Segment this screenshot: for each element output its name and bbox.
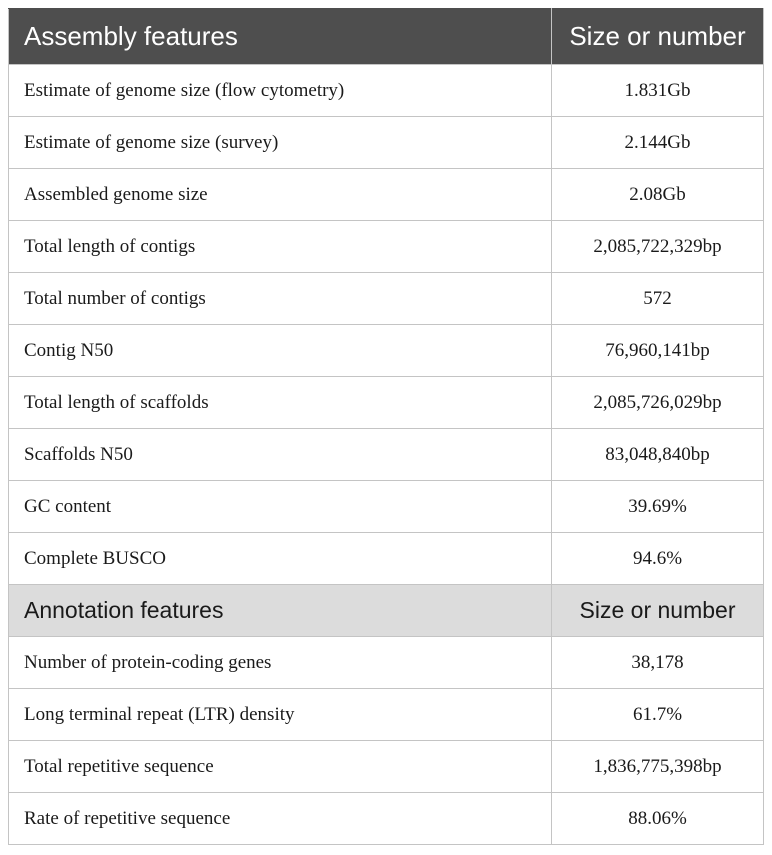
feature-cell: Assembled genome size	[9, 169, 552, 221]
table-row	[9, 325, 764, 377]
feature-cell: Total length of scaffolds	[9, 377, 552, 429]
value-cell: 39.69%	[552, 481, 764, 533]
value-cell: 83,048,840bp	[552, 429, 764, 481]
table-row	[9, 117, 764, 169]
value-cell: 88.06%	[552, 793, 764, 845]
table-row	[9, 481, 764, 533]
assembly-value-heading: Size or number	[552, 9, 764, 65]
table-row	[9, 221, 764, 273]
value-cell: 2.08Gb	[552, 169, 764, 221]
assembly-header-row	[9, 9, 764, 65]
feature-cell: Estimate of genome size (flow cytometry)	[9, 65, 552, 117]
value-cell: 1.831Gb	[552, 65, 764, 117]
table-row	[9, 377, 764, 429]
table-row	[9, 533, 764, 585]
feature-cell: GC content	[9, 481, 552, 533]
feature-cell: Complete BUSCO	[9, 533, 552, 585]
feature-cell: Total length of contigs	[9, 221, 552, 273]
value-cell: 94.6%	[552, 533, 764, 585]
table-row	[9, 741, 764, 793]
table-row	[9, 637, 764, 689]
annotation-value-heading: Size or number	[552, 585, 764, 637]
annotation-header-row	[9, 585, 764, 637]
table-row	[9, 169, 764, 221]
value-cell: 2,085,722,329bp	[552, 221, 764, 273]
feature-cell: Total repetitive sequence	[9, 741, 552, 793]
value-cell: 1,836,775,398bp	[552, 741, 764, 793]
feature-cell: Long terminal repeat (LTR) density	[9, 689, 552, 741]
table-row	[9, 689, 764, 741]
value-cell: 61.7%	[552, 689, 764, 741]
feature-cell: Total number of contigs	[9, 273, 552, 325]
assembly-features-heading: Assembly features	[9, 9, 552, 65]
feature-cell: Contig N50	[9, 325, 552, 377]
feature-cell: Scaffolds N50	[9, 429, 552, 481]
annotation-features-heading: Annotation features	[9, 585, 552, 637]
feature-cell: Estimate of genome size (survey)	[9, 117, 552, 169]
feature-cell: Number of protein-coding genes	[9, 637, 552, 689]
value-cell: 76,960,141bp	[552, 325, 764, 377]
table-row	[9, 429, 764, 481]
genome-features-table	[8, 8, 764, 845]
table-row	[9, 273, 764, 325]
value-cell: 38,178	[552, 637, 764, 689]
value-cell: 2.144Gb	[552, 117, 764, 169]
feature-cell: Rate of repetitive sequence	[9, 793, 552, 845]
value-cell: 572	[552, 273, 764, 325]
table-row	[9, 793, 764, 845]
value-cell: 2,085,726,029bp	[552, 377, 764, 429]
table-row	[9, 65, 764, 117]
